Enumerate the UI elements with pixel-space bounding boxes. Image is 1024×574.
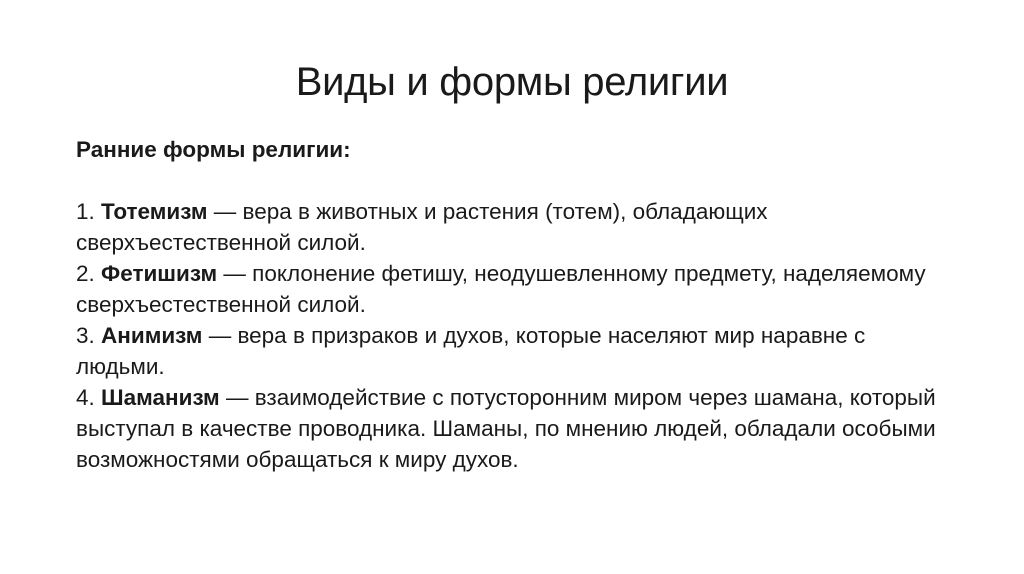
item-term: Фетишизм (101, 261, 218, 286)
list-item-fetishism (76, 258, 956, 320)
item-description: — поклонение фетишу, неодушевленному предмету, наделяемому сверхъестественной силой. (76, 261, 926, 317)
item-description: — вера в призраков и духов, которые населяют мир наравне с людьми. (76, 323, 866, 379)
item-number: 4. (76, 385, 95, 410)
item-number: 1. (76, 199, 95, 224)
section-subtitle: Ранние формы религии: (76, 137, 351, 162)
item-term: Тотемизм (101, 199, 208, 224)
item-number: 2. (76, 261, 95, 286)
list-item-totemism (76, 196, 956, 258)
slide-content (76, 134, 956, 475)
list-item-shamanism (76, 382, 956, 475)
slide-title: Виды и формы религии (295, 60, 729, 104)
item-term: Анимизм (101, 323, 203, 348)
list-item-animism (76, 320, 956, 382)
item-term: Шаманизм (101, 385, 220, 410)
item-description: — взаимодействие с потусторонним миром через шамана, который выступал в качестве проводника. Шаманы, по мнению людей, обладали особыми возможностями обращаться к миру духов. (76, 385, 936, 472)
blank-line (76, 165, 956, 196)
item-number: 3. (76, 323, 95, 348)
item-description: — вера в животных и растения (тотем), обладающих сверхъестественной силой. (76, 199, 768, 255)
